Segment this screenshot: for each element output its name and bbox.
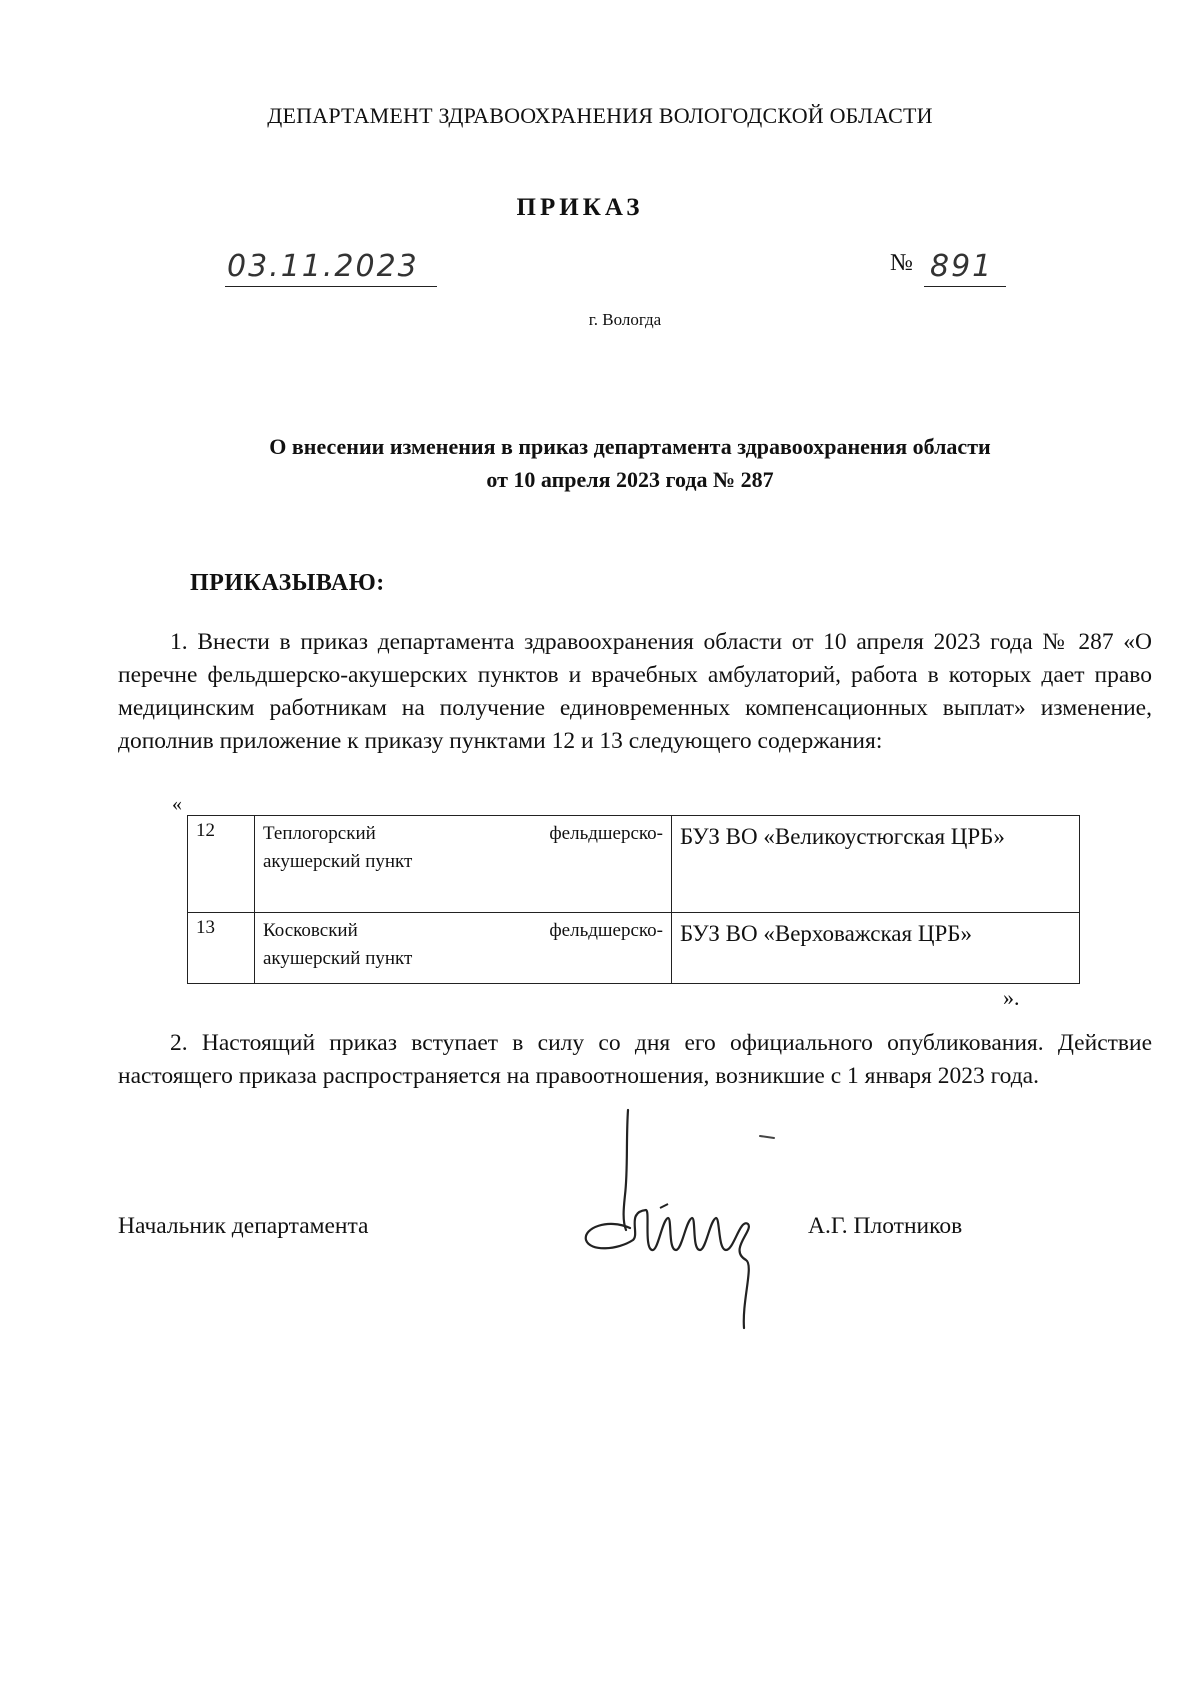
point-name <box>255 816 672 913</box>
subject-heading <box>0 430 1200 496</box>
number-label: № <box>890 250 913 276</box>
paragraph-1 <box>118 626 1152 758</box>
subject-line-2: от 10 апреля 2023 года № 287 <box>486 467 774 492</box>
number-field <box>924 246 1006 287</box>
insert-table <box>187 815 1080 984</box>
handwritten-number: 891 <box>930 249 994 284</box>
point-name-line-1: Косковский фельдшерско- <box>263 920 663 941</box>
subject-line-1: О внесении изменения в приказ департамента здравоохранения области <box>269 434 991 459</box>
signatory-name: А.Г. Плотников <box>808 1213 963 1239</box>
handwritten-signature <box>578 1100 778 1330</box>
paragraph-2 <box>118 1027 1152 1093</box>
city: г. Вологда <box>588 310 662 329</box>
table-row <box>188 913 1080 984</box>
organization: БУЗ ВО «Великоустюгская ЦРБ» <box>672 816 1080 913</box>
row-number: 12 <box>188 816 255 913</box>
point-name-line-2: акушерский пункт <box>263 948 413 969</box>
department-name: ДЕПАРТАМЕНТ ЗДРАВООХРАНЕНИЯ ВОЛОГОДСКОЙ ОБЛАСТИ <box>267 103 933 128</box>
paragraph-1-text: 1. Внести в приказ департамента здравоохранения области от 10 апреля 2023 года № 287 «О перечне фельдшерско-акушерских пунктов и врачебных амбулаторий, работа в которых дает право медицинским работникам на получение единовременных компенсационных выплат» изменение, дополнив приложение к приказу пунктами 12 и 13 следующего содержания: <box>118 629 1152 754</box>
table-row <box>188 816 1080 913</box>
point-name <box>255 913 672 984</box>
row-number: 13 <box>188 913 255 984</box>
document-type: ПРИКАЗ <box>516 194 644 221</box>
signatory-title: Начальник департамента <box>118 1213 369 1239</box>
handwritten-date: 03.11.2023 <box>227 249 419 284</box>
paragraph-2-text: 2. Настоящий приказ вступает в силу со дня его официального опубликования. Действие настоящего приказа распространяется на правоотношения, возникшие с 1 января 2023 года. <box>118 1030 1152 1089</box>
point-name-line-2: акушерский пункт <box>263 851 413 872</box>
organization: БУЗ ВО «Верховажская ЦРБ» <box>672 913 1080 984</box>
date-field <box>225 246 437 287</box>
order-word: ПРИКАЗЫВАЮ: <box>190 570 385 596</box>
quote-close: ». <box>1003 985 1020 1010</box>
point-name-line-1: Теплогорский фельдшерско- <box>263 823 663 844</box>
quote-open: « <box>172 793 182 815</box>
